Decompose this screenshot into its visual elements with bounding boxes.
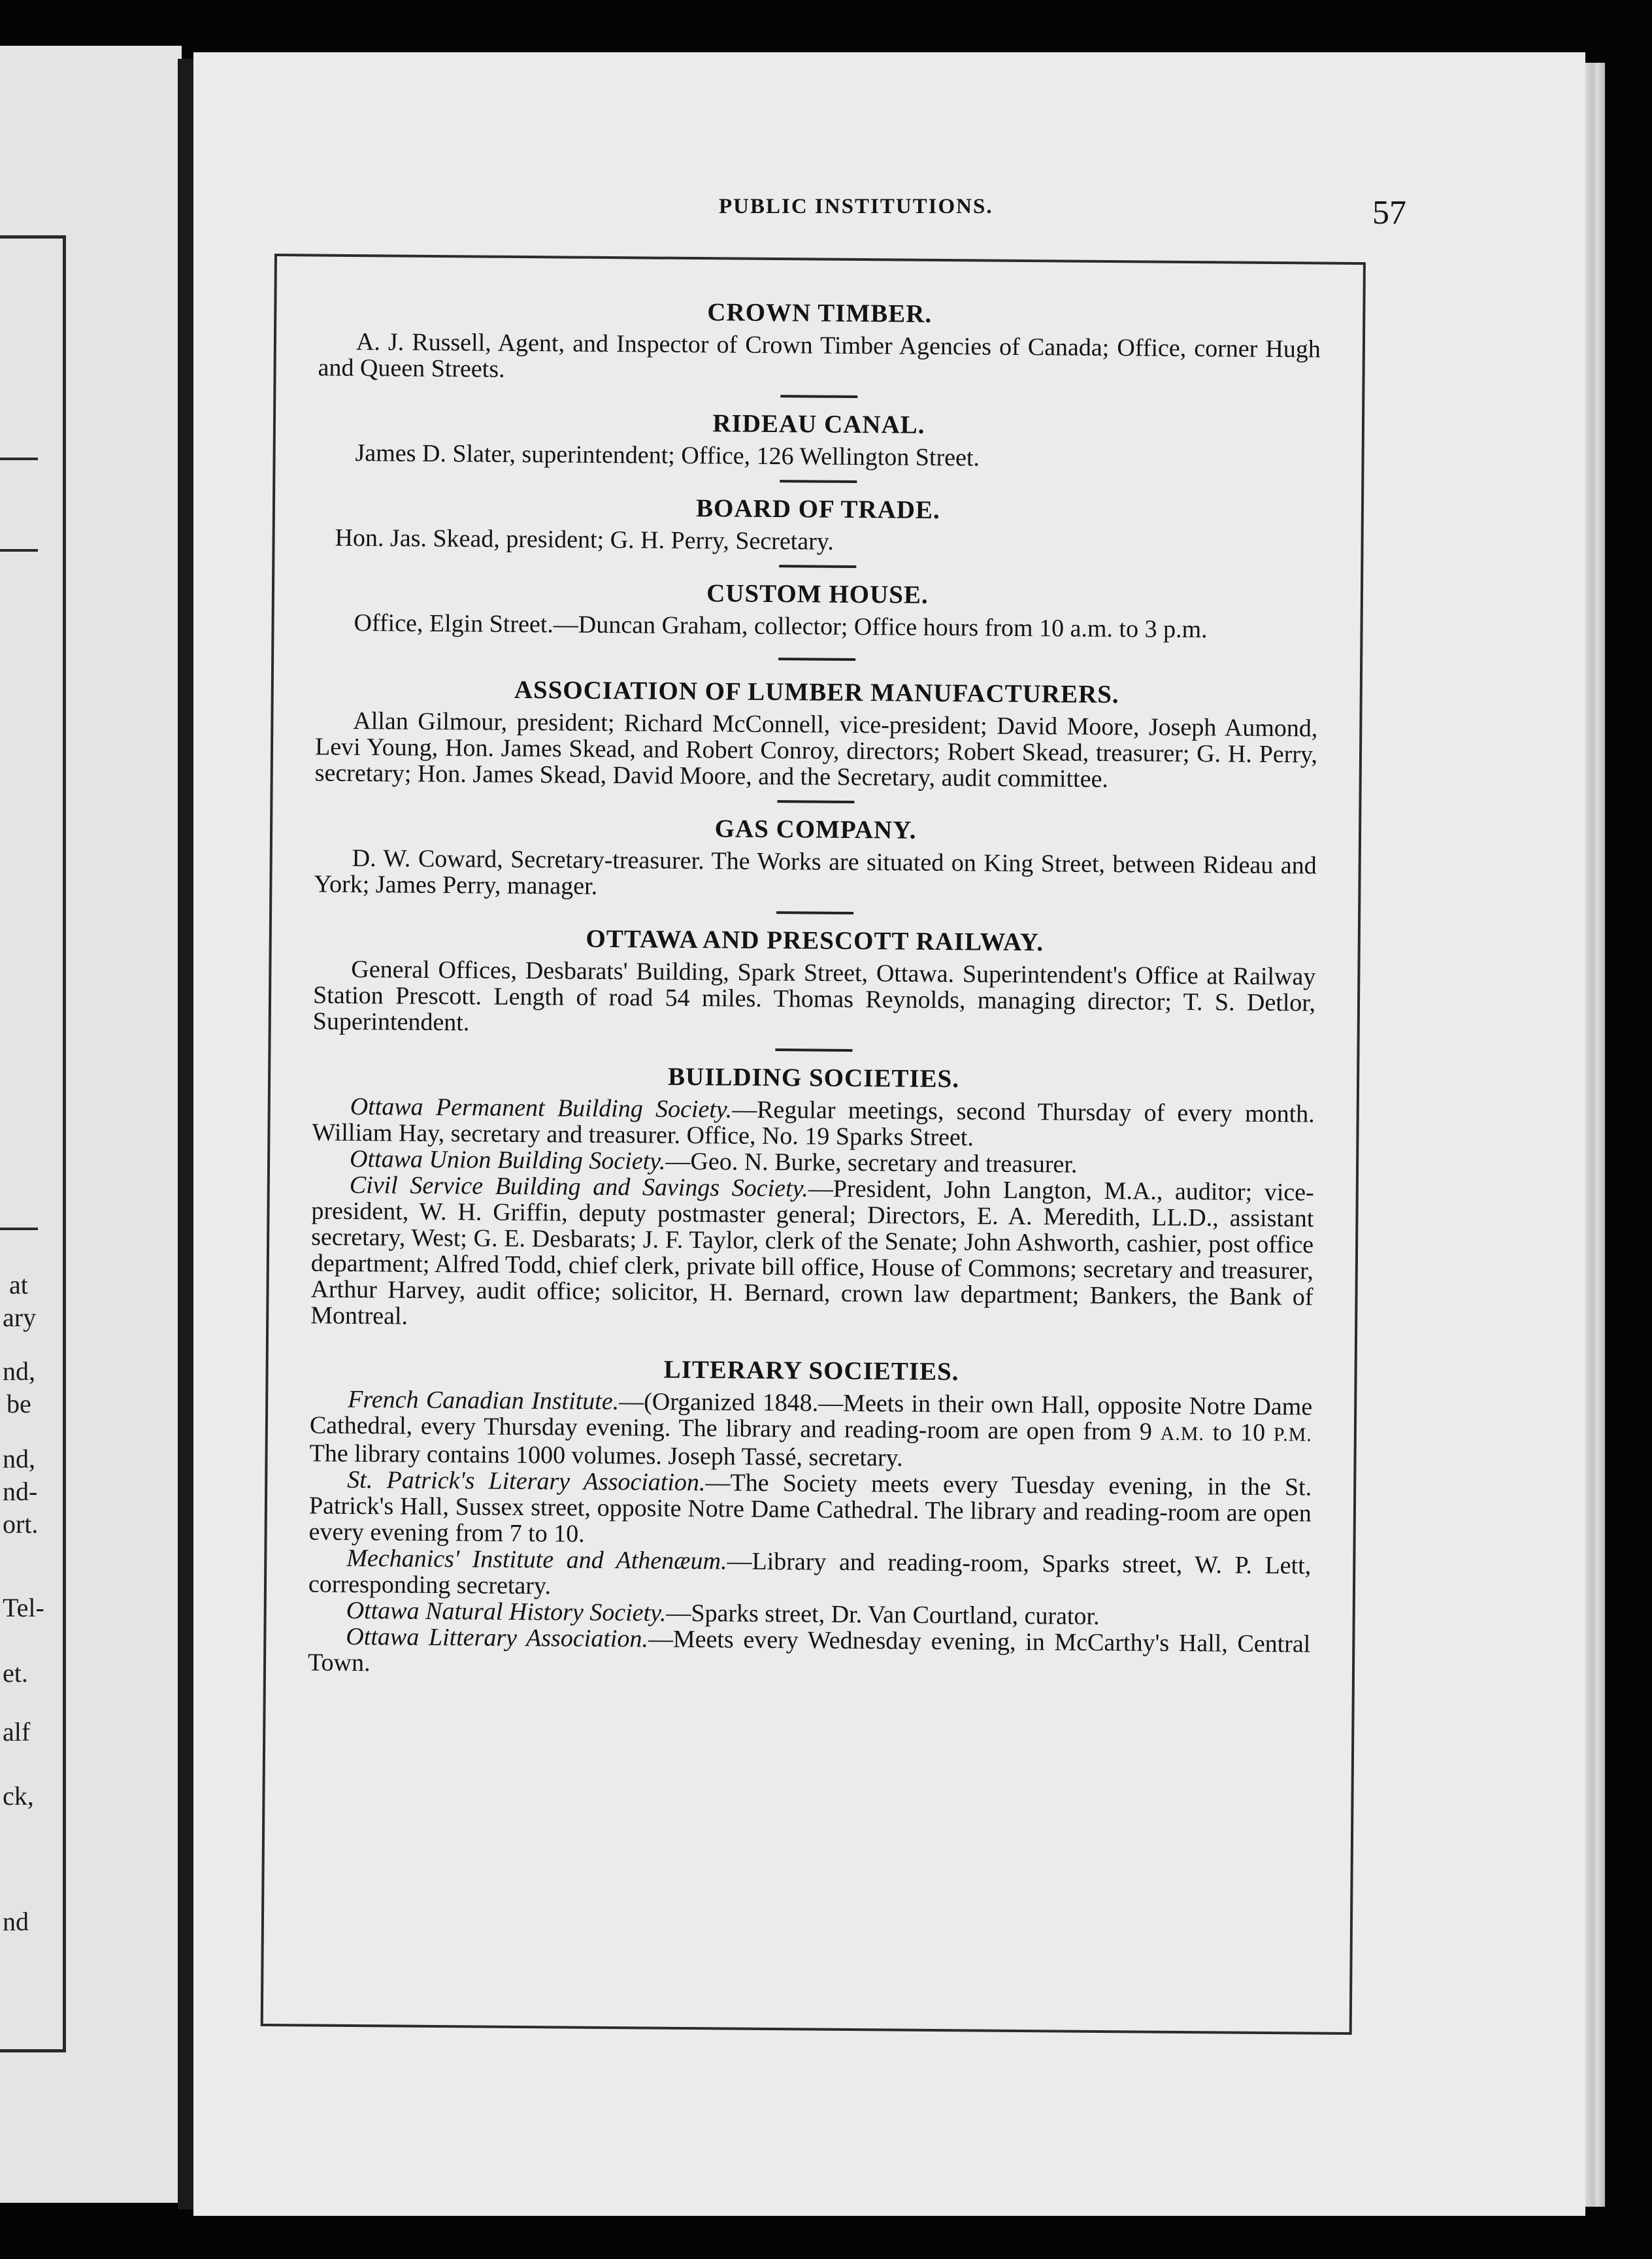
section-paragraph: Allan Gilmour, president; Richard McConnell, vice-president; David Moore, Joseph Aumond, Levi Young, Hon. James Skead, and Robert Conroy, directors; Robert Skead, treasurer; G. H. Perry, secretary; Hon. James Skead, David Moore, and the Secretary, audit committee. — [314, 707, 1318, 794]
left-fragment: alf — [3, 1717, 31, 1747]
left-fragment: ary — [3, 1303, 37, 1332]
section-title: OTTAWA AND PRESCOTT RAILWAY. — [586, 924, 1044, 957]
left-fragment: nd, — [3, 1444, 35, 1473]
content-box — [261, 254, 1366, 2035]
society-entry — [308, 1623, 1311, 1683]
section-title: CROWN TIMBER. — [707, 298, 933, 328]
section-board-of-trade — [316, 491, 1319, 559]
section-title: LITERARY SOCIETIES. — [663, 1355, 959, 1386]
society-text: —The Society meets every Tuesday evening, in the St. Patrick's Hall, Sussex street, opposite Notre Dame Cathedral. The library and reading-room are open every evening from 7 to 10. — [308, 1469, 1312, 1548]
left-page-rule — [0, 458, 38, 460]
left-fragment: be — [7, 1389, 31, 1418]
section-gas-company — [314, 811, 1317, 905]
society-name: Ottawa Permanent Building Society. — [350, 1092, 733, 1124]
left-fragment: ort. — [3, 1509, 39, 1539]
section-paragraph: Hon. Jas. Skead, president; G. H. Perry, Secretary. — [335, 524, 834, 556]
society-name: Civil Service Building and Savings Society. — [349, 1171, 809, 1203]
book-gutter — [178, 59, 193, 2209]
section-title: CUSTOM HOUSE. — [706, 579, 929, 609]
society-name: Ottawa Natural History Society. — [346, 1596, 667, 1627]
section-literary-societies — [308, 1352, 1313, 1683]
society-text: —Regular meetings, second Thursday of every month. William Hay, secretary and treasurer. Office, No. 19 Sparks Street. — [312, 1096, 1315, 1152]
society-text: —Meets every Wednesday evening, in McCarthy's Hall, Central Town. — [307, 1625, 1311, 1677]
time-am: A.M. — [1160, 1422, 1205, 1445]
section-separator — [776, 911, 853, 914]
section-separator — [779, 565, 856, 568]
left-fragment: et. — [3, 1658, 28, 1688]
society-text: to 10 — [1204, 1418, 1274, 1447]
section-custom-house — [316, 576, 1319, 644]
section-paragraph: James D. Slater, superintendent; Office, 126 Wellington Street. — [355, 439, 980, 472]
section-title: GAS COMPANY. — [714, 814, 917, 845]
left-page-rule — [0, 549, 38, 552]
society-text: —Library and reading-room, Sparks street, W. P. Lett, corresponding secretary. — [308, 1547, 1312, 1600]
left-fragment: nd- — [3, 1477, 38, 1506]
left-fragment: Tel- — [3, 1593, 44, 1622]
society-entry — [308, 1466, 1312, 1552]
society-name: Ottawa Union Building Society. — [349, 1145, 666, 1175]
society-text: —Sparks street, Dr. Van Courtland, curator. — [666, 1599, 1100, 1630]
section-ottawa-prescott-railway — [313, 922, 1316, 1043]
society-text: —Geo. N. Burke, secretary and treasurer. — [665, 1147, 1078, 1179]
section-separator — [780, 395, 857, 398]
section-title: BUILDING SOCIETIES. — [667, 1062, 960, 1094]
section-separator — [775, 1048, 852, 1052]
society-name: Mechanics' Institute and Athenæum. — [346, 1544, 727, 1575]
society-text: The library contains 1000 volumes. Joseph Tassé, secretary. — [309, 1439, 903, 1472]
section-rideau-canal — [317, 406, 1320, 474]
society-entry — [310, 1171, 1314, 1336]
left-fragment: ck, — [3, 1781, 34, 1811]
section-separator — [780, 480, 857, 483]
section-title: ASSOCIATION OF LUMBER MANUFACTURERS. — [514, 675, 1119, 709]
section-title: RIDEAU CANAL. — [712, 409, 925, 439]
left-page-rule — [0, 1228, 38, 1230]
section-lumber-manufacturers — [315, 674, 1318, 794]
society-name: French Canadian Institute. — [348, 1385, 620, 1416]
section-building-societies — [310, 1059, 1315, 1336]
society-text: —(Organized 1848.—Meets in their own Hall, opposite Notre Dame Cathedral, every Thursday evening. The library and reading-room are open from 9 — [309, 1388, 1313, 1446]
society-text: —President, John Langton, M.A., auditor; vice-president, W. H. Griffin, deputy postmaster general; Directors, E. A. Meredith, LL.D., assistant secretary, West; G. E. Desbarats; J. F. Taylor, clerk of the Senate; John Ashworth, cashier, post office department; Alfred Todd, chief clerk, private bill office, House of Commons; secretary and treasurer, Arthur Harvey, audit office; solicitor, H. Bernard, crown law department; Bankers, the Bank of Montreal. — [310, 1175, 1314, 1330]
time-pm: P.M. — [1273, 1424, 1312, 1446]
left-fragment: at — [9, 1270, 28, 1299]
section-crown-timber — [318, 295, 1321, 389]
society-name: Ottawa Litterary Association. — [346, 1622, 649, 1653]
section-paragraph: A. J. Russell, Agent, and Inspector of Crown Timber Agencies of Canada; Office, corner Hugh and Queen Streets. — [318, 327, 1321, 383]
left-page-frame — [0, 235, 66, 2052]
page-edge — [1585, 63, 1605, 2207]
society-entry — [309, 1386, 1312, 1474]
running-head: PUBLIC INSTITUTIONS. — [719, 195, 993, 218]
page-number: 57 — [1372, 194, 1406, 231]
society-entry — [308, 1545, 1312, 1605]
section-paragraph: Office, Elgin Street.—Duncan Graham, collector; Office hours from 10 a.m. to 3 p.m. — [354, 609, 1208, 644]
section-separator — [777, 800, 854, 803]
section-separator — [778, 658, 855, 661]
section-paragraph: General Offices, Desbarats' Building, Spark Street, Ottawa. Superintendent's Office at Railway Station Prescott. Length of road 54 miles. Thomas Reynolds, managing director; T. S. Detlor, Superintendent. — [312, 955, 1316, 1037]
left-fragment: nd — [3, 1907, 29, 1936]
left-fragment: nd, — [3, 1356, 35, 1386]
section-paragraph: D. W. Coward, Secretary-treasurer. The Works are situated on King Street, between Rideau and York; James Perry, manager. — [314, 844, 1317, 900]
section-title: BOARD OF TRADE. — [695, 494, 940, 525]
left-facing-page — [0, 46, 182, 2203]
society-name: St. Patrick's Literary Association. — [347, 1465, 706, 1497]
society-entry — [312, 1093, 1315, 1153]
